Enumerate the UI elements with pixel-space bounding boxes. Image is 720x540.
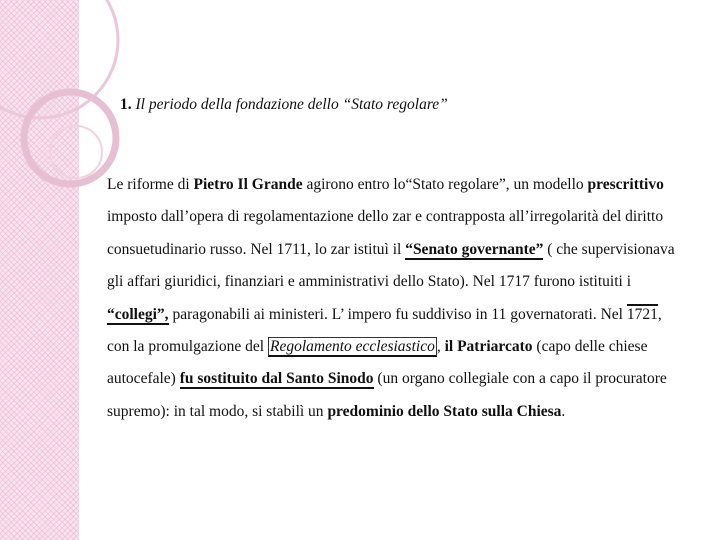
- term-prescrittivo: prescrittivo: [587, 176, 664, 193]
- body-paragraph: [107, 169, 687, 428]
- text-run: imposto dall’opera di regolamentazione dello zar e contrapposta all’irregolarità del diritto consuetudinario russo. Nel 1711, lo zar istituì il: [107, 208, 664, 258]
- page-title: [120, 96, 448, 114]
- text-run: , con la promulgazione del: [107, 305, 662, 356]
- text-run: agirono entro lo“Stato regolare”, un modello: [302, 176, 588, 193]
- title-number: 1.: [120, 96, 132, 113]
- text-run: paragonabili ai ministeri. L’ impero fu suddiviso in 11 governatorati. Nel: [168, 305, 627, 323]
- text-run: (un organo collegiale con a capo il procuratore supremo): in tal modo, si stabilì un: [107, 370, 667, 420]
- year-1721: 1721: [626, 305, 658, 323]
- text-run: ,: [436, 338, 445, 356]
- term-regolamento: Regolamento ecclesiastico: [269, 338, 435, 356]
- decorative-circle-small: [50, 126, 102, 178]
- title-text: Il periodo della fondazione dello “Stato regolare”: [135, 96, 448, 113]
- text-run: (capo delle chiese autocefale): [107, 338, 648, 388]
- text-run: Le riforme di: [107, 176, 194, 193]
- text-run: ( che supervisionava gli affari giuridici, finanziari e amministrativi dello Stato). Nel 1717 furono istituiti i: [107, 240, 675, 291]
- term-collegi: “collegi”,: [107, 305, 169, 323]
- term-patriarcato: il Patriarcato: [444, 338, 533, 356]
- decorative-circle-medium: [24, 92, 116, 184]
- term-santo-sinodo: fu sostituito dal Santo Sinodo: [179, 370, 374, 388]
- term-predominio: predominio dello Stato sulla Chiesa: [327, 402, 562, 420]
- term-senato: “Senato governante”: [405, 240, 544, 258]
- name-pietro: Pietro Il Grande: [193, 176, 303, 193]
- text-run: .: [561, 402, 566, 420]
